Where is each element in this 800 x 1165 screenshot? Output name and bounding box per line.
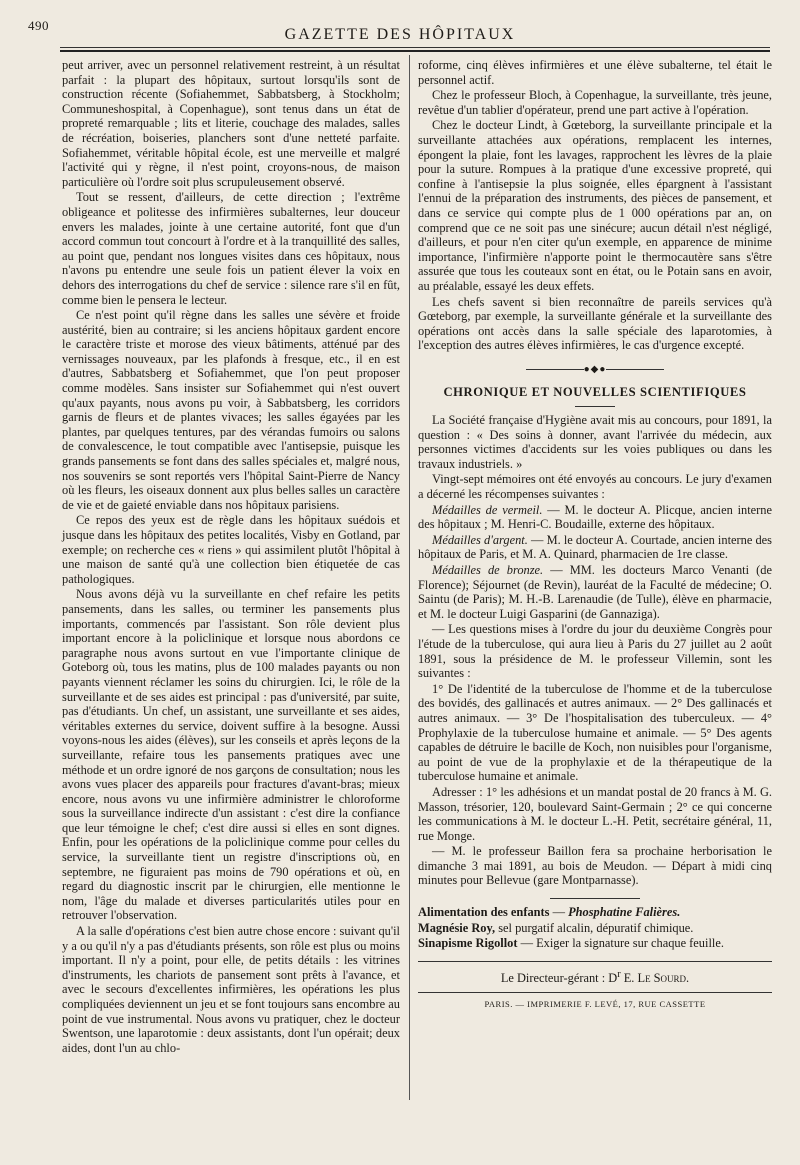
ad-text: sel purgatif alcalin, dépuratif chimique. <box>498 920 694 935</box>
ad-name: Magnésie Roy, <box>418 920 496 935</box>
medal-text: — M. le docteur A. Courtade, ancien interne des hôpitaux de Paris, et M. A. Quinard, pharmacien de 1re classe. <box>418 532 773 562</box>
running-title: GAZETTE DES HÔPITAUX <box>284 26 516 43</box>
signature-rule <box>418 961 772 962</box>
ad-text: Phosphatine Falières. <box>568 905 681 920</box>
printer-imprint: PARIS. — IMPRIMERIE F. LEVÉ, 17, RUE CASSETTE <box>484 998 706 1009</box>
paragraph: Vingt-sept mémoires ont été envoyés au concours. Le jury d'examen a décerné les récompenses suivantes : <box>418 472 772 502</box>
printer-rule <box>418 992 772 993</box>
ad-name: Sinapisme Rigollot <box>418 936 518 951</box>
advertisement <box>418 936 772 951</box>
signature-name: E. Le Sourd. <box>620 970 690 985</box>
paragraph: Adresser : 1° les adhésions et un mandat postal de 20 francs à M. G. Masson, trésorier, 120, boulevard Saint-Germain ; 2° ce qui concerne les communications à M. le docteur L.-H. Petit, secrétaire général, 11, rue Monge. <box>418 784 772 843</box>
paragraph: Chez le professeur Bloch, à Copenhague, la surveillante, très jeune, revêtue d'un tablier d'opérateur, prend une part active à l'opération. <box>418 88 772 117</box>
column-divider <box>409 55 410 1100</box>
medal-text: — M. le docteur A. Plicque, ancien interne des hôpitaux ; M. Henri-C. Boudaille, externe des hôpitaux. <box>418 502 772 532</box>
medal-paragraph <box>418 503 772 532</box>
ad-text: Exiger la signature sur chaque feuille. <box>536 936 724 951</box>
medal-label: Médailles d'argent. <box>432 532 528 547</box>
left-column <box>62 58 400 1055</box>
short-rule <box>575 406 615 407</box>
paragraph: 1° De l'identité de la tuberculose de l'homme et de la tuberculose des bovidés, des gallinacés et autres animaux. — 2° Des gallinacés et autres animaux. — 3° De l'hospitalisation des tuberculeux. — 4° Prophylaxie de la tuberculose humaine et animale. — 5° Des agents capables de détruire le bacille de Koch, non nuisibles pour l'organisme, au point de vue de la prophylaxie et de la thérapeutique de la tuberculose humaine et animale. <box>418 681 772 784</box>
medal-label: Médailles de bronze. <box>432 563 544 577</box>
signature-sup: r <box>617 968 621 980</box>
paragraph: Ce n'est point qu'il règne dans les salles une sévère et froide austérité, bien au contraire; si les anciens hôpitaux gardent encore le caractère triste et morose des vieux bâtiments, atténué par des vernissages nouveaux, par les plafonds à fresque, etc., il en est d'autres, Sabbatsberg et Sofiahemmet, que l'on peut proposer comme modèles. Sans insister sur Sofiahemmet qui n'est ouvert qu'aux payants, nous avons pu voir, à Sabbatsberg, les corridors garnis de fleurs et de plantes vivaces; les salles égayées par les plantes, par quelques tentures, par des vérandas fumoirs ou salons de convalescence, le tout compatible avec l'antisepsie, puisque les grands pansements se font dans des salles spéciales et, malgré nous, nos souvenirs se sont reportés vers l'hôpital Saint-Pierre de Nancy où les fleurs, les oiseaux donnent aux plus belles salles un caractère de vie et de gaieté enviable dans nos hôpitaux parisiens. <box>62 308 400 512</box>
signature <box>418 968 772 986</box>
signature-prefix: Le Directeur-gérant : D <box>500 970 618 985</box>
medal-paragraph <box>418 533 772 562</box>
right-column <box>418 58 772 1011</box>
header-rule <box>60 47 770 48</box>
section-divider-ornament: ●◆● <box>418 363 772 378</box>
advertisement <box>418 905 772 920</box>
paragraph: — M. le professeur Baillon fera sa prochaine herborisation le dimanche 3 mai 1891, au bois de Meudon. — Départ à midi cinq minutes pour Bellevue (gare Montparnasse). <box>418 844 772 888</box>
paragraph: Chez le docteur Lindt, à Gœteborg, la surveillante principale et la surveillante attachées aux opérations, remplacent les internes, épongent la plaie, font les lavages, rapprochent les lèvres de la plaie pour la suture. Rompues à la pratique d'une excessive propreté, qui confine à l'antisepsie la plus soignée, elles épargnent à l'assistant l'ennui de la préparation des instruments, des pièces de pansement, et dans ce service qui compte plus de 1 000 opérations par an, on comprend que ce ne soit pas une sinécure; aucun détail n'est négligé, d'ailleurs, et pour n'en citer qu'un exemple, en apparence de minime importance, l'infirmière n'apporte point le thermocautère sans s'être assurée que tous les couteaux sont en état, ou le Potain sans en avoir, au préalable, essayé les deux effets. <box>418 118 772 293</box>
paragraph: roforme, cinq élèves infirmières et une élève subalterne, tel était le personnel actif. <box>418 58 772 87</box>
paragraph: peut arriver, avec un personnel relativement restreint, à un résultat parfait : la plupart des hôpitaux, surtout lorsqu'ils sont de construction récente (Sofiahemmet, Sabbatsberg, à Stockholm; Communeshospital, à Copenhague), sont tenus dans un état de propreté remarquable ; lits et literie, couchage des malades, salles de récréation, boiseries, planchers sont d'une netteté parfaite. Sofiahemmet, véritable hôpital école, est une merveille et malgré l'activité qui y règne, il n'est point, croyons-nous, de maison particulière où l'ordre soit plus scrupuleusement observé. <box>62 58 400 189</box>
section-heading: CHRONIQUE ET NOUVELLES SCIENTIFIQUES <box>443 385 747 400</box>
paragraph: Ce repos des yeux est de règle dans les hôpitaux suédois et jusque dans les hôpitaux des petites localités, Visby en Gotland, par exemple; on recherche ces « riens » qui assimilent plutôt l'hôpital à une maison de santé qu'à une collection bien étiquetée de cas pathologiques. <box>62 513 400 586</box>
medal-label: Médailles de vermeil. <box>432 502 543 517</box>
paragraph: Tout se ressent, d'ailleurs, de cette direction ; l'extrême obligeance et politesse des infirmières subalternes, leur douceur envers les malades, jointe à une certaine autorité, font que d'un accord commun tout concourt à l'ordre et à la tranquillité des salles, au point que, pendant nos longues visites dans ces hôpitaux, nous n'avons pu entendre une seule fois un patient élever la voix en dehors des interrogations du chef de service : silence rare s'il en fût, comme bien le pensera le lecteur. <box>62 190 400 307</box>
advertisement <box>418 921 772 936</box>
ad-name: Alimentation des enfants <box>418 905 550 920</box>
ad-separator: — <box>549 905 569 920</box>
paragraph: — Les questions mises à l'ordre du jour du deuxième Congrès pour l'étude de la tuberculose, qui aura lieu à Paris du 27 juillet au 2 août 1891, sous la présidence de M. le professeur Villemin, sont les suivantes : <box>418 622 772 681</box>
paragraph: Nous avons déjà vu la surveillante en chef refaire les petits pansements, dans les salles, ou terminer les pansements plus importants, commencés par l'assistant. Son rôle devient plus important encore à la policlinique et lorsque nous abordons ce paragraphe nous avons surtout en vue l'importante clinique de Goteborg où, tous les matins, plus de 100 malades payants ou non payants viennent réclamer les soins du chirurgien. Ici, le rôle de la surveillante et de ses aides est principal : pas d'université, par suite, pas d'étudiants. Un chef, un assistant, une surveillante et ses aides, véritables externes du service, doivent suffire à la besogne. Aussi voyons-nous les aides (élèves), sur les conseils et après leçons de la surveillante, refaire tous les pansements pratiques avec une méthode et un ordre ignoré de nos garçons de consultation; nous les avons vues placer des appareils pour fractures d'avant-bras; mieux encore, nous avons vu une infirmière administrer le chloroforme sous la surveillance indirecte d'un assistant : c'est dire la confiance que leur témoigne le chef; c'est dire aussi si elles en sont dignes. Enfin, pour les opérations de la policlinique comme pour celles du service, la surveillante tient un registre d'inscriptions où, en septembre, ne figuraient pas moins de 790 opérations et où, en regard du diagnostic inscrit par le chirurgien, elle mentionne le nom, l'âge du malade et diverses particularités utiles pour en retrouver l'observation. <box>62 587 400 923</box>
header-rule-thick <box>60 50 770 52</box>
advertisements <box>418 905 772 951</box>
medal-text: — MM. les docteurs Marco Venanti (de Florence); Séjournet (de Revin), lauréat de la Faculté de médecine; O. Saintu (de Paris); M. H.-B. Larenaudie (de Tulle), élève en pharmacie, et M. le docteur Luigi Gasparini (de Gannaziga). <box>418 563 772 621</box>
ad-separator: — <box>517 936 537 951</box>
paragraph: A la salle d'opérations c'est bien autre chose encore : suivant qu'il y a ou qu'il n'y a pas d'étudiants présents, son rôle est plus ou moins important. Il n'y a point, pour elle, de petits détails : les vitrines d'instruments, les chariots de pansement sont prêts à l'avance, et avec le secours d'excellentes infirmières, les opérations les plus compliquées deviennent un jeu et se font toujours sans encombre au point de vue instrumental. Nous avons vu pratiquer, chez le docteur Swentson, une laparotomie : deux assistants, dont l'un opérait; deux aides, dont l'un au chlo- <box>62 924 400 1055</box>
paragraph: Les chefs savent si bien reconnaître de pareils services qu'à Gœteborg, par exemple, la surveillante générale et la surveillante des opérations ont accès dans la salle spéciale des laparotomies, à l'exception des autres élèves infirmières, le cas d'urgence excepté. <box>418 294 772 353</box>
short-rule <box>550 898 640 899</box>
medal-paragraph <box>418 563 772 621</box>
paragraph: La Société française d'Hygiène avait mis au concours, pour 1891, la question : « Des soins à donner, avant l'arrivée du médecin, aux personnes victimes d'accidents sur les voies publiques ou dans les travaux industriels. » <box>418 413 772 471</box>
page-number: 490 <box>28 18 49 33</box>
